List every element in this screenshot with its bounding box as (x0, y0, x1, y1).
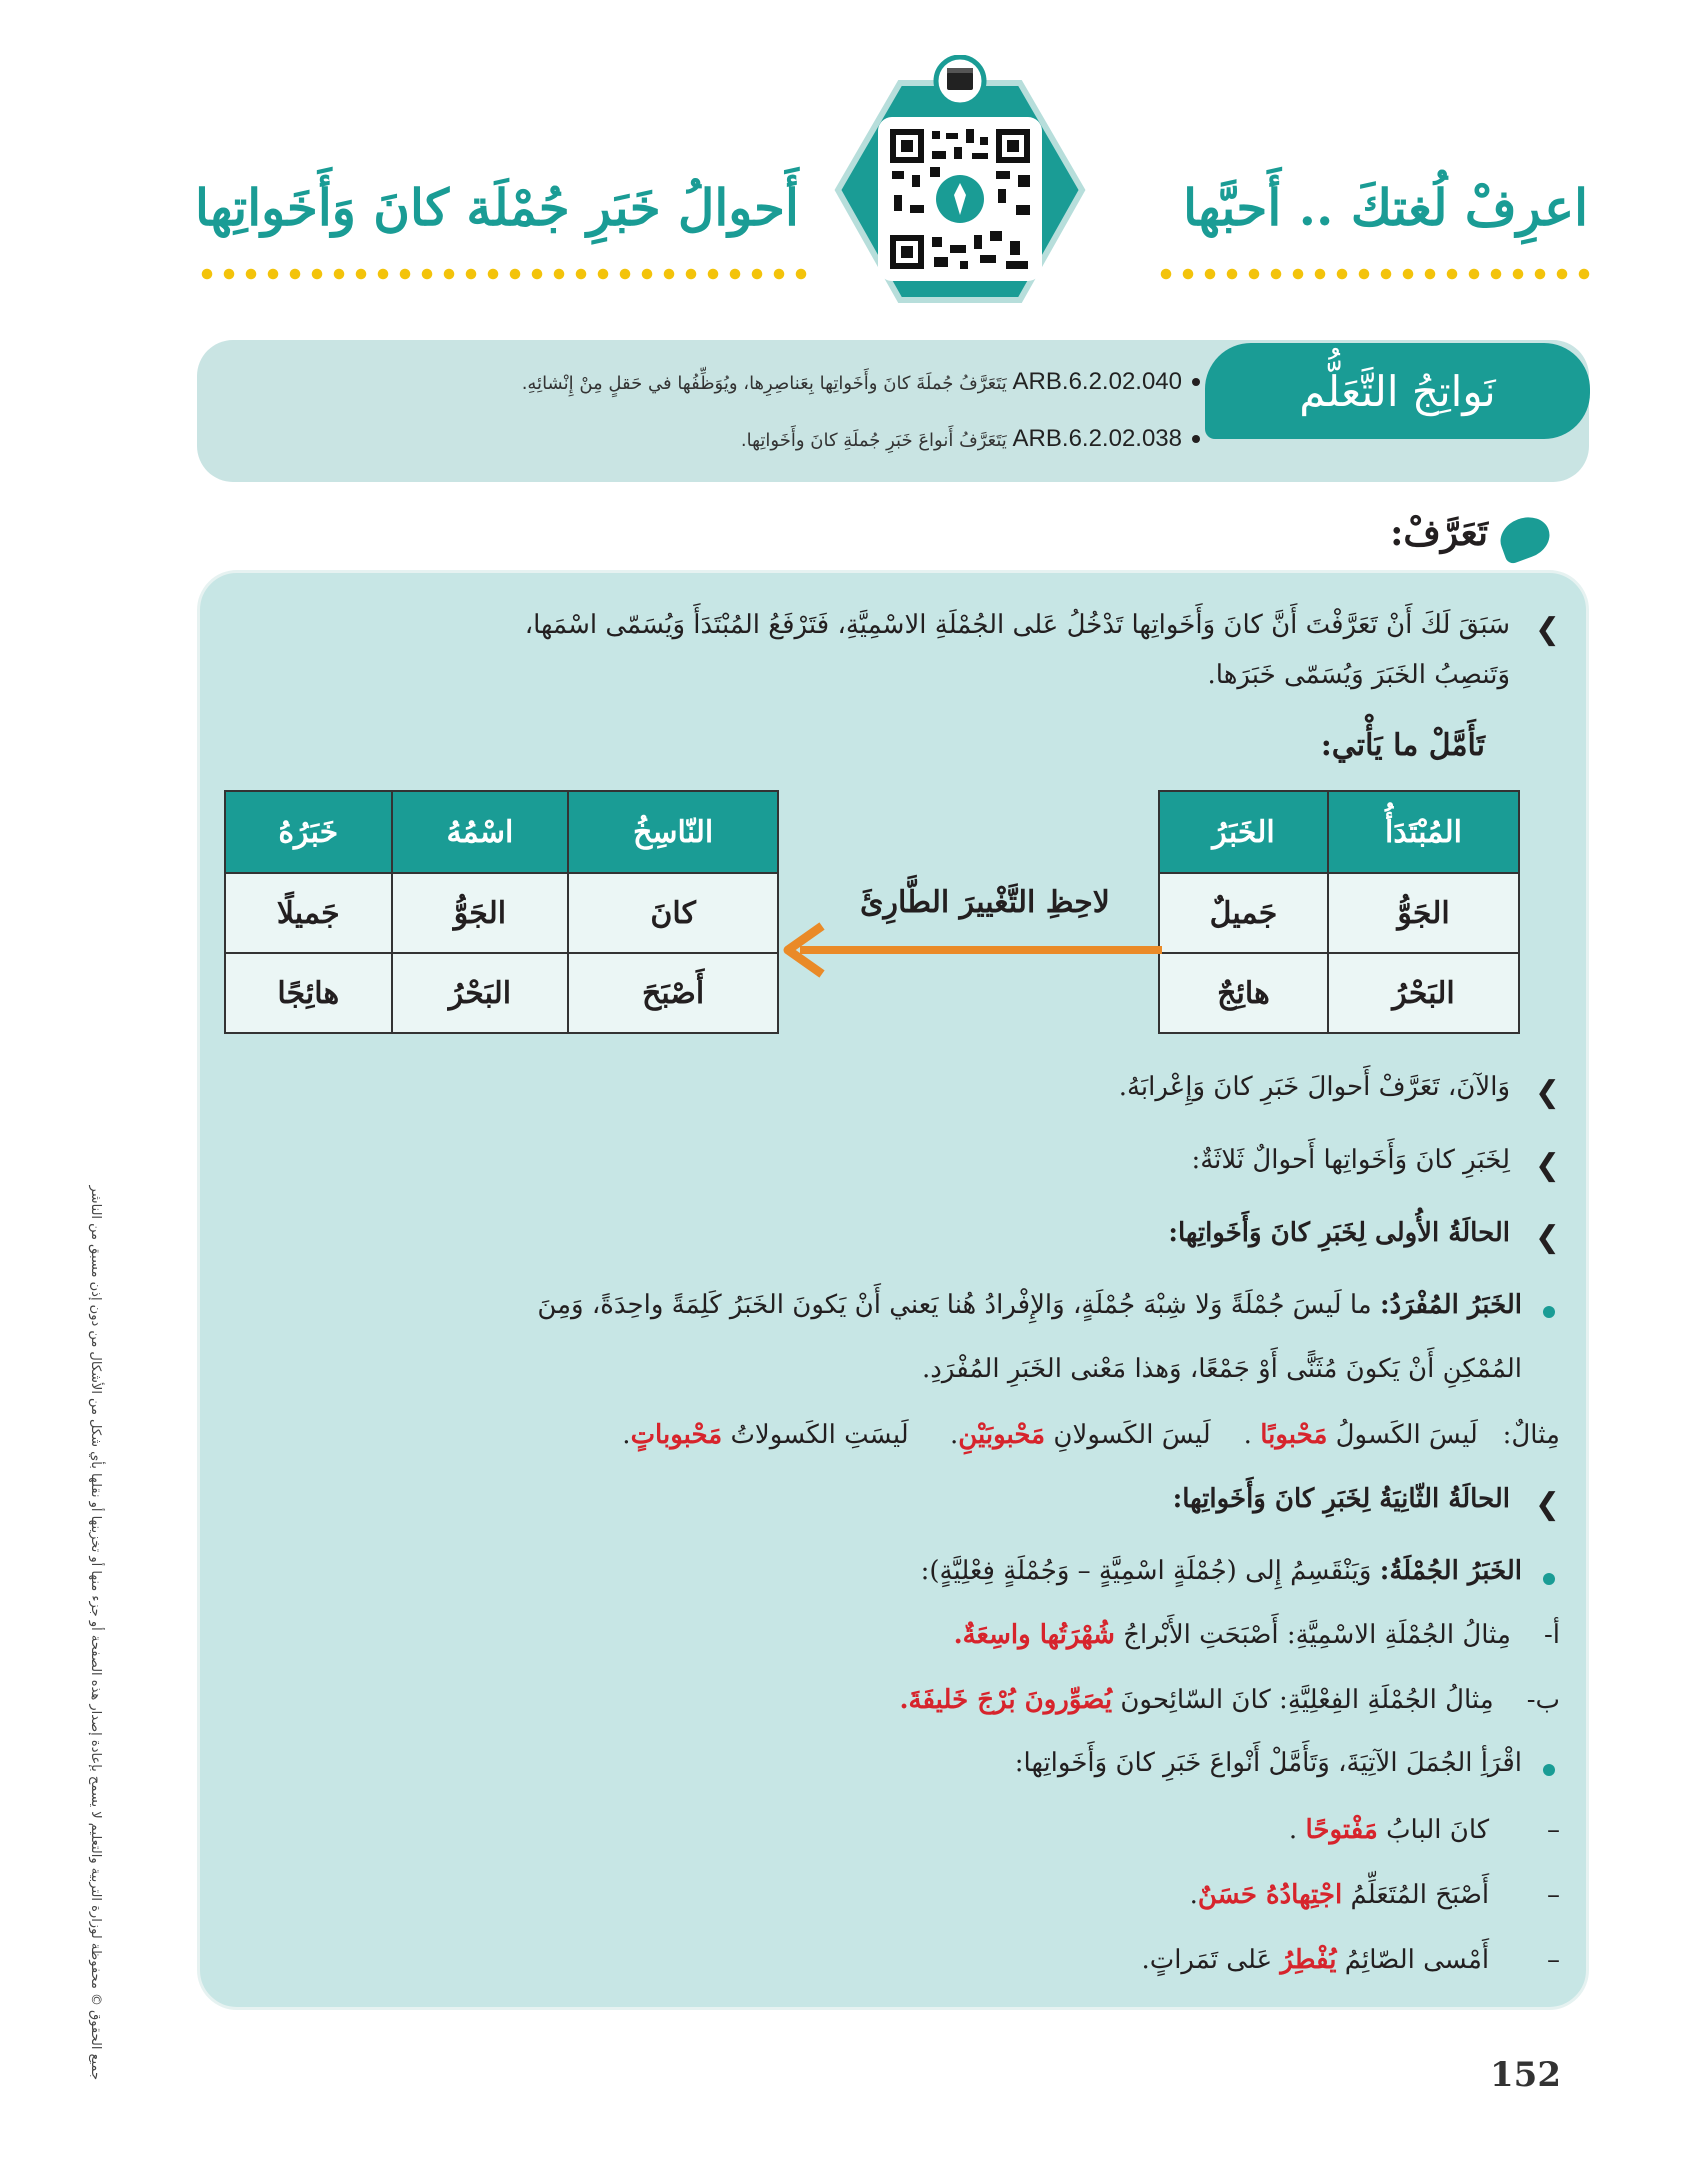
outcome-item-2 (741, 425, 1200, 453)
dotted-divider-right (1155, 268, 1590, 280)
bullet-icon (1192, 435, 1200, 443)
dotted-divider-left (196, 268, 808, 280)
video-clapper-icon (947, 72, 973, 90)
copyright-side-note: جميع الحقوق © محفوظة لوزارة التربية والتعليم لا يسمح بإعادة إصدار هذه الصفحة أو جزء منها أو تخزينها أو نقلها بأي شكل من الأشكال من دون إذن مسبق من الناشر (88, 1185, 103, 2080)
sentence-2: – أَصْبَحَ المُتَعَلِّمُ اجْتِهادُهُ حَسَنٌ. (1189, 1880, 1560, 1910)
qr-badge (820, 55, 1100, 335)
outcome-item-1 (522, 368, 1200, 396)
example-nominal: أ- مِثالُ الجُمْلَةِ الاسْمِيَّةِ: أَصْبَحَتِ الأَبْراجُ شُهْرَتُها واسِعَةٌ. (953, 1620, 1560, 1650)
example-singular: مِثالٌ: لَيسَ الكَسولُ مَحْبوبًا . لَيسَ الكَسولانِ مَحْبوبَيْنِ. لَيسَتِ الكَسولاتُ مَحْبوباتٍ. (622, 1420, 1560, 1450)
table-row (1159, 953, 1519, 1033)
bullet-icon (1192, 378, 1200, 386)
bullet-icon (1543, 1306, 1555, 1318)
state-2-definition: الخَبَرُ الجُمْلَةُ: وَيَنْقَسِمُ إِلى (جُمْلَةٍ اسْمِيَّةٍ – وَجُمْلَةٍ فِعْلِيَّةٍ): (920, 1556, 1522, 1586)
table-cell: جَميلٌ (1159, 873, 1328, 953)
table-cell: جَميلًا (225, 873, 392, 953)
kana-sentence-table (224, 790, 779, 1034)
table-cell: البَحْرُ (1328, 953, 1519, 1033)
state-1-title: الحالَةُ الأُولى لِخَبَرِ كانَ وَأَخَواتِها: (1168, 1218, 1510, 1248)
chevron-left-icon: ❮ (1534, 1487, 1560, 1522)
state-1-definition-line-2: المُمْكِنِ أَنْ يَكونَ مُثَنًّى أَوْ جَمْعًا، وَهذا مَعْنى الخَبَرِ المُفْرَدِ. (922, 1354, 1522, 1384)
table-cell: هائِجٌ (1159, 953, 1328, 1033)
intro-line-2: وَتَنصِبُ الخَبَرَ وَيُسَمّى خَبَرَها. (1207, 660, 1510, 690)
table-header: النّاسِخُ (568, 791, 778, 873)
chevron-left-icon: ❮ (1534, 612, 1560, 647)
arrow-label: لاحِظِ التَّغْييرَ الطَّارِئَ (860, 885, 1110, 920)
outcome-code: ARB.6.2.02.038 (1012, 425, 1182, 452)
section-label: تَعَرَّفْ: (1390, 512, 1488, 554)
table-header: المُبْتَدَأُ (1328, 791, 1519, 873)
table-cell: هائِجًا (225, 953, 392, 1033)
table-cell: الجَوُّ (1328, 873, 1519, 953)
table-row (225, 873, 778, 953)
arrow-left-icon (770, 920, 1170, 980)
nominal-sentence-table (1158, 790, 1520, 1034)
page-series-title: اعرِفْ لُغتكَ .. أَحبَّها (1183, 178, 1588, 237)
table-cell: أَصْبَحَ (568, 953, 778, 1033)
table-header: خَبَرُهُ (225, 791, 392, 873)
outcome-code: ARB.6.2.02.040 (1012, 368, 1182, 395)
intro-line-1: سَبَقَ لَكَ أَنْ تَعَرَّفْتَ أَنَّ كانَ وَأَخَواتِها تَدْخُلُ عَلى الجُمْلَةِ الاسْمِيَّةِ، فَتَرْفَعُ المُبْتَدَأَ وَيُسَمّى اسْمَها، (524, 610, 1510, 640)
outcome-text: يَتَعَرَّفُ أَنواعَ خَبَرِ جُملَةِ كانَ وأَخَواتِها. (740, 430, 1007, 451)
bullet-icon (1543, 1573, 1555, 1585)
table-row (1159, 873, 1519, 953)
chevron-left-icon: ❮ (1534, 1220, 1560, 1255)
chevron-left-icon: ❮ (1534, 1075, 1560, 1110)
point-now: وَالآنَ، تَعَرَّفْ أَحوالَ خَبَرِ كانَ وَإِعْرابَهُ. (1118, 1072, 1510, 1102)
example-verbal: ب- مِثالُ الجُمْلَةِ الفِعْلِيَّةِ: كانَ السّائِحونَ يُصَوِّرونَ بُرْجَ خَليفَةَ. (899, 1685, 1560, 1715)
sentence-1: – كانَ البابُ مَفْتوحًا . (1288, 1815, 1560, 1845)
table-cell: كانَ (568, 873, 778, 953)
table-cell: البَحْرُ (392, 953, 569, 1033)
leaf-icon (1495, 511, 1556, 566)
outcome-text: يَتَعَرَّفُ جُملَةَ كانَ وأَخَواتِها بِعَناصِرِها، ويُوَظِّفُها في حَقلٍ مِنْ إِنْشائِهِ. (521, 373, 1007, 394)
chevron-left-icon: ❮ (1534, 1148, 1560, 1183)
bullet-icon (1543, 1764, 1555, 1776)
learning-outcomes-label: نَواتِجُ التَّعَلُّم (1205, 343, 1590, 439)
state-1-definition-line-1: الخَبَرُ المُفْرَدُ: ما لَيسَ جُمْلَةً وَلا شِبْهَ جُمْلَةٍ، وَالإِفْرادُ هُنا يَعني أَنْ يَكونَ الخَبَرُ كَلِمَةً واحِدَةً، وَمِنَ (537, 1290, 1522, 1320)
page-title: أَحوالُ خَبَرِ جُمْلَة كانَ وَأَخَواتِها (195, 178, 799, 237)
table-row (225, 953, 778, 1033)
read-prompt: اقْرَأِ الجُمَلَ الآتِيَةَ، وَتَأَمَّلْ أَنْواعَ خَبَرِ كانَ وَأَخَواتِها: (1014, 1748, 1522, 1778)
table-cell: الجَوُّ (392, 873, 569, 953)
contemplate-heading: تَأَمَّلْ ما يَأْتي: (1320, 728, 1485, 763)
table-header: الخَبَرُ (1159, 791, 1328, 873)
page-number: 152 (1490, 2055, 1561, 2095)
point-three-states: لِخَبَرِ كانَ وَأَخَواتِها أَحوالٌ ثَلاثَةٌ: (1191, 1145, 1510, 1175)
state-2-title: الحالَةُ الثّانِيَةُ لِخَبَرِ كانَ وَأَخَواتِها: (1172, 1484, 1510, 1514)
sentence-3: – أَمْسى الصّائِمُ يُفْطِرُ عَلى تَمَراتٍ. (1141, 1945, 1560, 1975)
table-header: اسْمُهُ (392, 791, 569, 873)
